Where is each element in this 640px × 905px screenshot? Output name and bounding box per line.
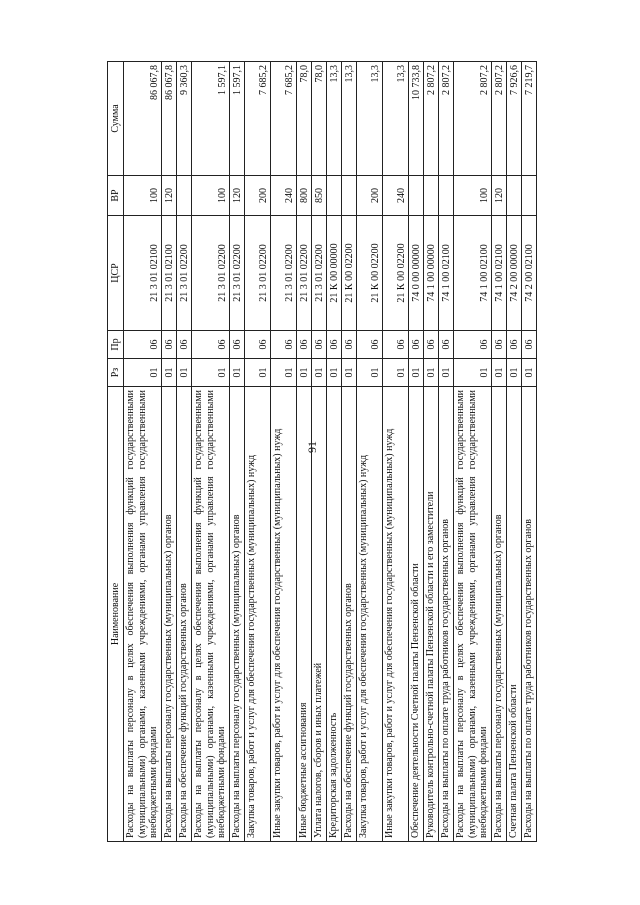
cell-csr: 74 1 00 02100 — [454, 216, 492, 331]
cell-pr: 06 — [454, 331, 492, 359]
budget-table — [107, 61, 537, 842]
table-row — [439, 62, 454, 842]
cell-name: Обеспечение деятельности Счетной палаты Пензенской области — [409, 387, 424, 842]
cell-sum: 9 360,3 — [177, 62, 192, 176]
cell-rz: 01 — [271, 359, 297, 387]
cell-csr: 74 1 00 00000 — [424, 216, 439, 331]
table-row — [492, 62, 507, 842]
cell-csr: 21 3 01 02100 — [162, 216, 177, 331]
cell-vr — [424, 176, 439, 216]
cell-sum: 86 067,8 — [162, 62, 177, 176]
cell-vr — [409, 176, 424, 216]
cell-sum: 2 807,2 — [424, 62, 439, 176]
cell-sum: 78,0 — [297, 62, 312, 176]
cell-pr: 06 — [230, 331, 245, 359]
cell-name: Закупка товаров, работ и услуг для обеспечения государственных (муниципальных) нужд — [245, 387, 271, 842]
cell-pr: 06 — [177, 331, 192, 359]
cell-csr: 21 3 01 02200 — [312, 216, 327, 331]
table-header-row — [108, 62, 124, 842]
cell-csr: 21 3 01 02100 — [124, 216, 162, 331]
cell-name: Руководитель контрольно-счетной палаты Пензенской области и его заместители — [424, 387, 439, 842]
cell-pr: 06 — [492, 331, 507, 359]
cell-vr: 200 — [245, 176, 271, 216]
page-number: 91 — [305, 441, 319, 453]
cell-sum: 13,3 — [357, 62, 383, 176]
cell-rz: 01 — [342, 359, 357, 387]
cell-pr: 06 — [271, 331, 297, 359]
cell-name: Расходы на выплаты персоналу в целях обеспечения выполнения функций государственными (муниципальными) органами, казенными учреждениями, органами управления государственными внебюджетными фондами — [192, 387, 230, 842]
cell-name: Расходы на выплаты по оплате труда работников государственных органов — [522, 387, 537, 842]
cell-vr — [342, 176, 357, 216]
cell-name: Уплата налогов, сборов и иных платежей — [312, 387, 327, 842]
cell-name: Счетная палата Пензенской области — [507, 387, 522, 842]
table-row — [312, 62, 327, 842]
cell-csr: 21 К 00 00000 — [327, 216, 342, 331]
cell-sum: 1 597,1 — [192, 62, 230, 176]
cell-rz: 01 — [327, 359, 342, 387]
cell-sum: 7 926,6 — [507, 62, 522, 176]
cell-csr: 21 К 00 02200 — [342, 216, 357, 331]
table-row — [230, 62, 245, 842]
cell-sum: 13,3 — [342, 62, 357, 176]
cell-vr: 100 — [124, 176, 162, 216]
cell-pr: 06 — [162, 331, 177, 359]
header-csr: ЦСР — [108, 216, 124, 331]
cell-sum: 10 733,8 — [409, 62, 424, 176]
cell-pr: 06 — [312, 331, 327, 359]
cell-sum: 7 685,2 — [245, 62, 271, 176]
table-row — [424, 62, 439, 842]
cell-rz: 01 — [492, 359, 507, 387]
cell-rz: 01 — [124, 359, 162, 387]
cell-sum: 7 685,2 — [271, 62, 297, 176]
cell-pr: 06 — [342, 331, 357, 359]
cell-csr: 21 3 01 02200 — [245, 216, 271, 331]
cell-vr: 120 — [162, 176, 177, 216]
header-sum: Сумма — [108, 62, 124, 176]
cell-rz: 01 — [454, 359, 492, 387]
cell-rz: 01 — [312, 359, 327, 387]
cell-name: Расходы на выплаты персоналу государственных (муниципальных) органов — [162, 387, 177, 842]
table-row — [327, 62, 342, 842]
table-row — [162, 62, 177, 842]
cell-sum: 13,3 — [383, 62, 409, 176]
cell-rz: 01 — [357, 359, 383, 387]
header-pr: Пр — [108, 331, 124, 359]
cell-sum: 86 067,8 — [124, 62, 162, 176]
cell-vr — [507, 176, 522, 216]
cell-csr: 74 2 00 02100 — [522, 216, 537, 331]
cell-pr: 06 — [409, 331, 424, 359]
cell-pr: 06 — [439, 331, 454, 359]
cell-name: Расходы на обеспечение функций государственных органов — [177, 387, 192, 842]
cell-csr: 74 2 00 00000 — [507, 216, 522, 331]
cell-vr: 100 — [454, 176, 492, 216]
cell-rz: 01 — [507, 359, 522, 387]
cell-csr: 21 3 01 02200 — [297, 216, 312, 331]
cell-vr: 200 — [357, 176, 383, 216]
table-row — [522, 62, 537, 842]
table-row — [124, 62, 162, 842]
cell-name: Иные бюджетные ассигнования — [297, 387, 312, 842]
table-row — [507, 62, 522, 842]
table-row — [409, 62, 424, 842]
table-row — [454, 62, 492, 842]
table-row — [271, 62, 297, 842]
cell-name: Иные закупки товаров, работ и услуг для обеспечения государственных (муниципальных) нужд — [271, 387, 297, 842]
cell-pr: 06 — [383, 331, 409, 359]
cell-vr: 850 — [312, 176, 327, 216]
header-vr: ВР — [108, 176, 124, 216]
cell-rz: 01 — [177, 359, 192, 387]
header-name: Наименование — [108, 387, 124, 842]
cell-name: Расходы на выплаты персоналу государственных (муниципальных) органов — [492, 387, 507, 842]
cell-csr: 74 0 00 00000 — [409, 216, 424, 331]
cell-rz: 01 — [297, 359, 312, 387]
cell-name: Расходы на выплаты персоналу в целях обеспечения выполнения функций государственными (муниципальными) органами, казенными учреждениями, органами управления государственными внебюджетными фондами — [124, 387, 162, 842]
cell-pr: 06 — [522, 331, 537, 359]
cell-pr: 06 — [424, 331, 439, 359]
cell-vr: 120 — [492, 176, 507, 216]
cell-sum: 2 807,2 — [492, 62, 507, 176]
cell-pr: 06 — [507, 331, 522, 359]
cell-name: Расходы на выплаты персоналу в целях обеспечения выполнения функций государственными (муниципальными) органами, казенными учреждениями, органами управления государственными внебюджетными фондами — [454, 387, 492, 842]
cell-vr — [177, 176, 192, 216]
cell-rz: 01 — [230, 359, 245, 387]
cell-sum: 78,0 — [312, 62, 327, 176]
cell-sum: 2 807,2 — [454, 62, 492, 176]
cell-vr — [439, 176, 454, 216]
cell-sum: 1 597,1 — [230, 62, 245, 176]
cell-name: Кредиторская задолженность — [327, 387, 342, 842]
cell-sum: 2 807,2 — [439, 62, 454, 176]
cell-rz: 01 — [192, 359, 230, 387]
cell-vr: 240 — [271, 176, 297, 216]
cell-rz: 01 — [439, 359, 454, 387]
cell-csr: 21 3 01 02200 — [177, 216, 192, 331]
cell-name: Расходы на выплаты персоналу государственных (муниципальных) органов — [230, 387, 245, 842]
table-row — [192, 62, 230, 842]
cell-pr: 06 — [357, 331, 383, 359]
table-row — [342, 62, 357, 842]
table-row — [383, 62, 409, 842]
table-body — [124, 62, 537, 842]
cell-csr: 21 К 00 02200 — [383, 216, 409, 331]
cell-csr: 21 3 01 02200 — [192, 216, 230, 331]
cell-pr: 06 — [327, 331, 342, 359]
cell-csr: 21 3 01 02200 — [230, 216, 245, 331]
cell-vr: 120 — [230, 176, 245, 216]
table-row — [297, 62, 312, 842]
cell-name: Закупка товаров, работ и услуг для обеспечения государственных (муниципальных) нужд — [357, 387, 383, 842]
cell-sum: 7 219,7 — [522, 62, 537, 176]
cell-vr: 800 — [297, 176, 312, 216]
cell-csr: 74 1 00 02100 — [439, 216, 454, 331]
cell-name: Расходы на выплаты по оплате труда работников государственных органов — [439, 387, 454, 842]
cell-name: Расходы на обеспечение функций государственных органов — [342, 387, 357, 842]
cell-rz: 01 — [522, 359, 537, 387]
cell-csr: 21 К 00 02200 — [357, 216, 383, 331]
cell-pr: 06 — [192, 331, 230, 359]
cell-vr: 100 — [192, 176, 230, 216]
cell-vr — [522, 176, 537, 216]
header-rz: Рз — [108, 359, 124, 387]
cell-pr: 06 — [124, 331, 162, 359]
cell-csr: 74 1 00 02100 — [492, 216, 507, 331]
table-row — [357, 62, 383, 842]
cell-csr: 21 3 01 02200 — [271, 216, 297, 331]
cell-name: Иные закупки товаров, работ и услуг для обеспечения государственных (муниципальных) нужд — [383, 387, 409, 842]
cell-rz: 01 — [424, 359, 439, 387]
cell-sum: 13,3 — [327, 62, 342, 176]
rotated-table-container — [107, 62, 562, 842]
cell-rz: 01 — [245, 359, 271, 387]
table-row — [177, 62, 192, 842]
cell-pr: 06 — [245, 331, 271, 359]
cell-rz: 01 — [162, 359, 177, 387]
cell-vr — [327, 176, 342, 216]
cell-rz: 01 — [383, 359, 409, 387]
cell-pr: 06 — [297, 331, 312, 359]
table-row — [245, 62, 271, 842]
cell-rz: 01 — [409, 359, 424, 387]
cell-vr: 240 — [383, 176, 409, 216]
